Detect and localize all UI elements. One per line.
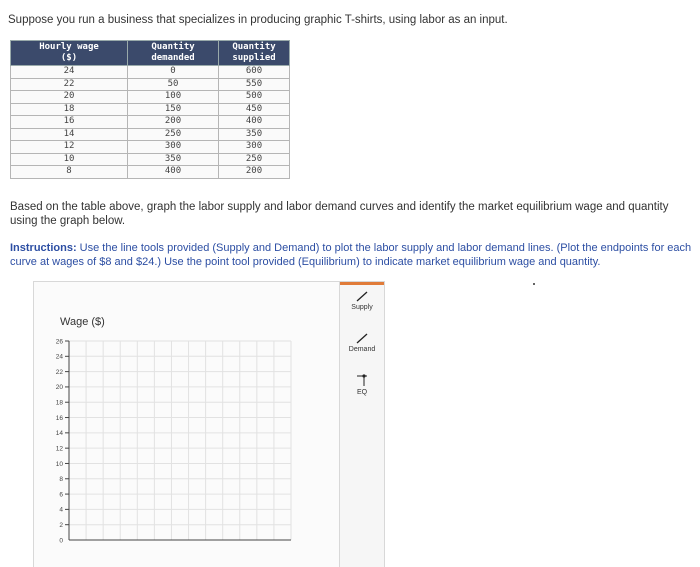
supply-tool[interactable] <box>340 290 384 311</box>
demanded-cell: 100 <box>128 91 219 104</box>
equilibrium-tool-label: EQ <box>356 389 368 396</box>
supply-tool-label: Supply <box>351 304 373 311</box>
y-tick-label: 20 <box>55 384 63 392</box>
equilibrium-tool[interactable] <box>340 373 384 396</box>
tool-palette <box>339 281 385 567</box>
wage-cell: 24 <box>11 66 128 79</box>
y-tick-label: 26 <box>55 338 63 346</box>
supplied-cell: 500 <box>219 91 290 104</box>
y-tick-label: 14 <box>55 430 63 438</box>
supplied-cell: 400 <box>219 116 290 129</box>
demanded-cell: 0 <box>128 66 219 79</box>
instructions-label: Instructions: <box>10 242 77 254</box>
y-tick-label: 10 <box>55 460 63 468</box>
y-tick-label: 16 <box>55 414 63 422</box>
header-quantity-demanded: Quantity demanded <box>128 41 219 66</box>
supplied-cell: 250 <box>219 153 290 166</box>
y-axis-label: Wage ($) <box>60 316 105 328</box>
y-tick-label: 8 <box>59 476 63 484</box>
equilibrium-point-icon <box>355 373 369 387</box>
y-tick-label: 22 <box>55 368 63 376</box>
demanded-cell: 250 <box>128 128 219 141</box>
wage-cell: 8 <box>11 166 128 179</box>
question-text: Suppose you run a business that specializes in producing graphic T-shirts, using labor as an input. <box>8 14 508 26</box>
y-tick-label: 18 <box>55 399 63 407</box>
demand-line-icon <box>355 332 369 344</box>
instructions-body: Use the line tools provided (Supply and Demand) to plot the labor supply and labor demand lines. (Plot the endpoints for each curve at wages of $8 and $24.) Use the point tool provided (Equilibrium) to indicate market equilibrium wage and quantity. <box>10 242 692 268</box>
demanded-cell: 150 <box>128 103 219 116</box>
header-hourly-wage: Hourly wage ($) <box>11 41 128 66</box>
demand-tool-label: Demand <box>348 346 376 353</box>
graph-grid <box>69 341 291 540</box>
supplied-cell: 200 <box>219 166 290 179</box>
demanded-cell: 350 <box>128 153 219 166</box>
based-text: Based on the table above, graph the labor supply and labor demand curves and identify the market equilibrium wage and quantity using the graph below. <box>10 201 669 227</box>
demand-tool[interactable] <box>340 332 384 353</box>
y-tick-label: 6 <box>59 491 63 499</box>
supplied-cell: 600 <box>219 66 290 79</box>
demanded-cell: 300 <box>128 141 219 154</box>
demanded-cell: 400 <box>128 166 219 179</box>
wage-cell: 12 <box>11 141 128 154</box>
wage-cell: 20 <box>11 91 128 104</box>
wage-cell: 22 <box>11 78 128 91</box>
y-tick-label: 24 <box>55 353 63 361</box>
supplied-cell: 350 <box>219 128 290 141</box>
supplied-cell: 300 <box>219 141 290 154</box>
wage-cell: 14 <box>11 128 128 141</box>
supplied-cell: 450 <box>219 103 290 116</box>
supply-line-icon <box>355 290 369 302</box>
tool-palette-accent <box>340 282 384 285</box>
y-tick-label: 4 <box>59 506 63 514</box>
y-axis-ticks <box>56 338 69 544</box>
wage-cell: 16 <box>11 116 128 129</box>
y-tick-label: 2 <box>59 521 63 529</box>
y-tick-label: 12 <box>55 445 63 453</box>
stray-dot <box>533 283 535 285</box>
wage-cell: 18 <box>11 103 128 116</box>
demanded-cell: 50 <box>128 78 219 91</box>
graph-axes <box>69 341 291 540</box>
y-tick-label: 0 <box>59 537 63 545</box>
header-quantity-supplied: Quantity supplied <box>219 41 290 66</box>
wage-cell: 10 <box>11 153 128 166</box>
demanded-cell: 200 <box>128 116 219 129</box>
supplied-cell: 550 <box>219 78 290 91</box>
